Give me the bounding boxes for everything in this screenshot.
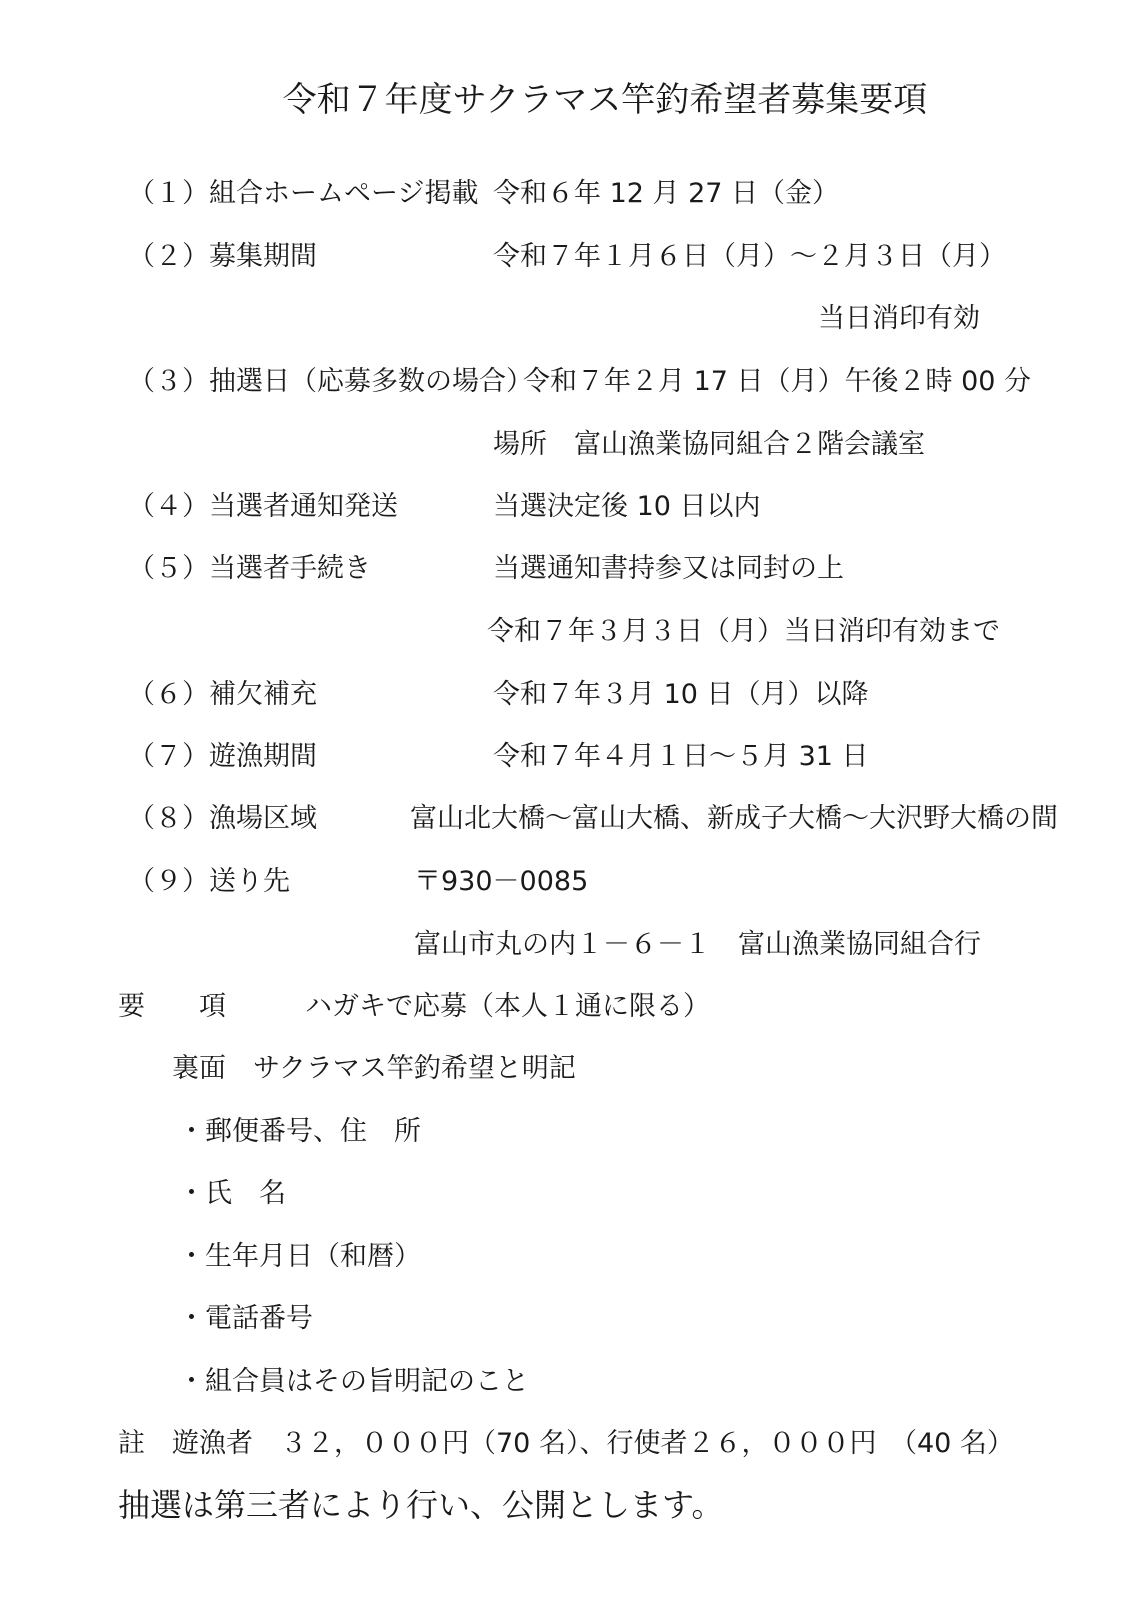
item-4-label: （４）当選者通知発送: [128, 491, 398, 522]
item-7-label: （７）遊漁期間: [128, 741, 317, 772]
item-3-value: 令和７年２月 17 日（月）午後２時 00 分: [523, 366, 1032, 397]
item-2-label: （２）募集期間: [128, 241, 317, 272]
requirement-bullet: ・生年月日（和暦）: [178, 1241, 421, 1272]
item-1-value: 令和６年 12 月 27 日（金）: [493, 178, 840, 209]
item-2-note: 当日消印有効: [818, 303, 980, 334]
item-5-label: （５）当選者手続き: [128, 553, 371, 584]
item-6-value: 令和７年３月 10 日（月）以降: [493, 679, 869, 710]
item-6-label: （６）補欠補充: [128, 679, 317, 710]
item-5-note: 令和７年３月３日（月）当日消印有効まで: [487, 616, 1000, 647]
requirement-bullet: ・組合員はその旨明記のこと: [178, 1366, 529, 1397]
requirements-label: 要 項: [118, 991, 226, 1022]
requirements-text: ハガキで応募（本人１通に限る）: [305, 991, 710, 1022]
footer-statement: 抽選は第三者により行い、公開とします。: [118, 1486, 724, 1524]
requirement-bullet: ・電話番号: [178, 1303, 313, 1334]
item-7-value: 令和７年４月１日～５月 31 日: [493, 741, 869, 772]
item-9-note: 富山市丸の内１－６－１ 富山漁業協同組合行: [414, 929, 981, 960]
item-8-value: 富山北大橋～富山大橋、新成子大橋～大沢野大橋の間: [410, 803, 1058, 834]
item-9-value: 〒930－0085: [414, 866, 589, 897]
requirement-bullet: ・氏 名: [178, 1178, 286, 1209]
item-2-value: 令和７年１月６日（月）～２月３日（月）: [493, 241, 1006, 272]
document-title: 令和７年度サクラマス竿釣希望者募集要項: [282, 80, 928, 120]
item-4-value: 当選決定後 10 日以内: [493, 491, 761, 522]
item-9-label: （９）送り先: [128, 866, 290, 897]
fee-note: 註 遊漁者 ３２，０００円（70 名）、行使者２６，０００円 （40 名）: [118, 1428, 1014, 1459]
item-5-value: 当選通知書持参又は同封の上: [493, 553, 844, 584]
requirement-bullet: ・郵便番号、住 所: [178, 1116, 421, 1147]
requirements-back-side: 裏面 サクラマス竿釣希望と明記: [172, 1053, 576, 1084]
item-3-label: （３）抽選日（応募多数の場合）: [128, 366, 533, 397]
item-3-note: 場所 富山漁業協同組合２階会議室: [493, 429, 925, 460]
item-8-label: （８）漁場区域: [128, 803, 317, 834]
item-1-label: （１）組合ホームページ掲載: [128, 178, 479, 209]
